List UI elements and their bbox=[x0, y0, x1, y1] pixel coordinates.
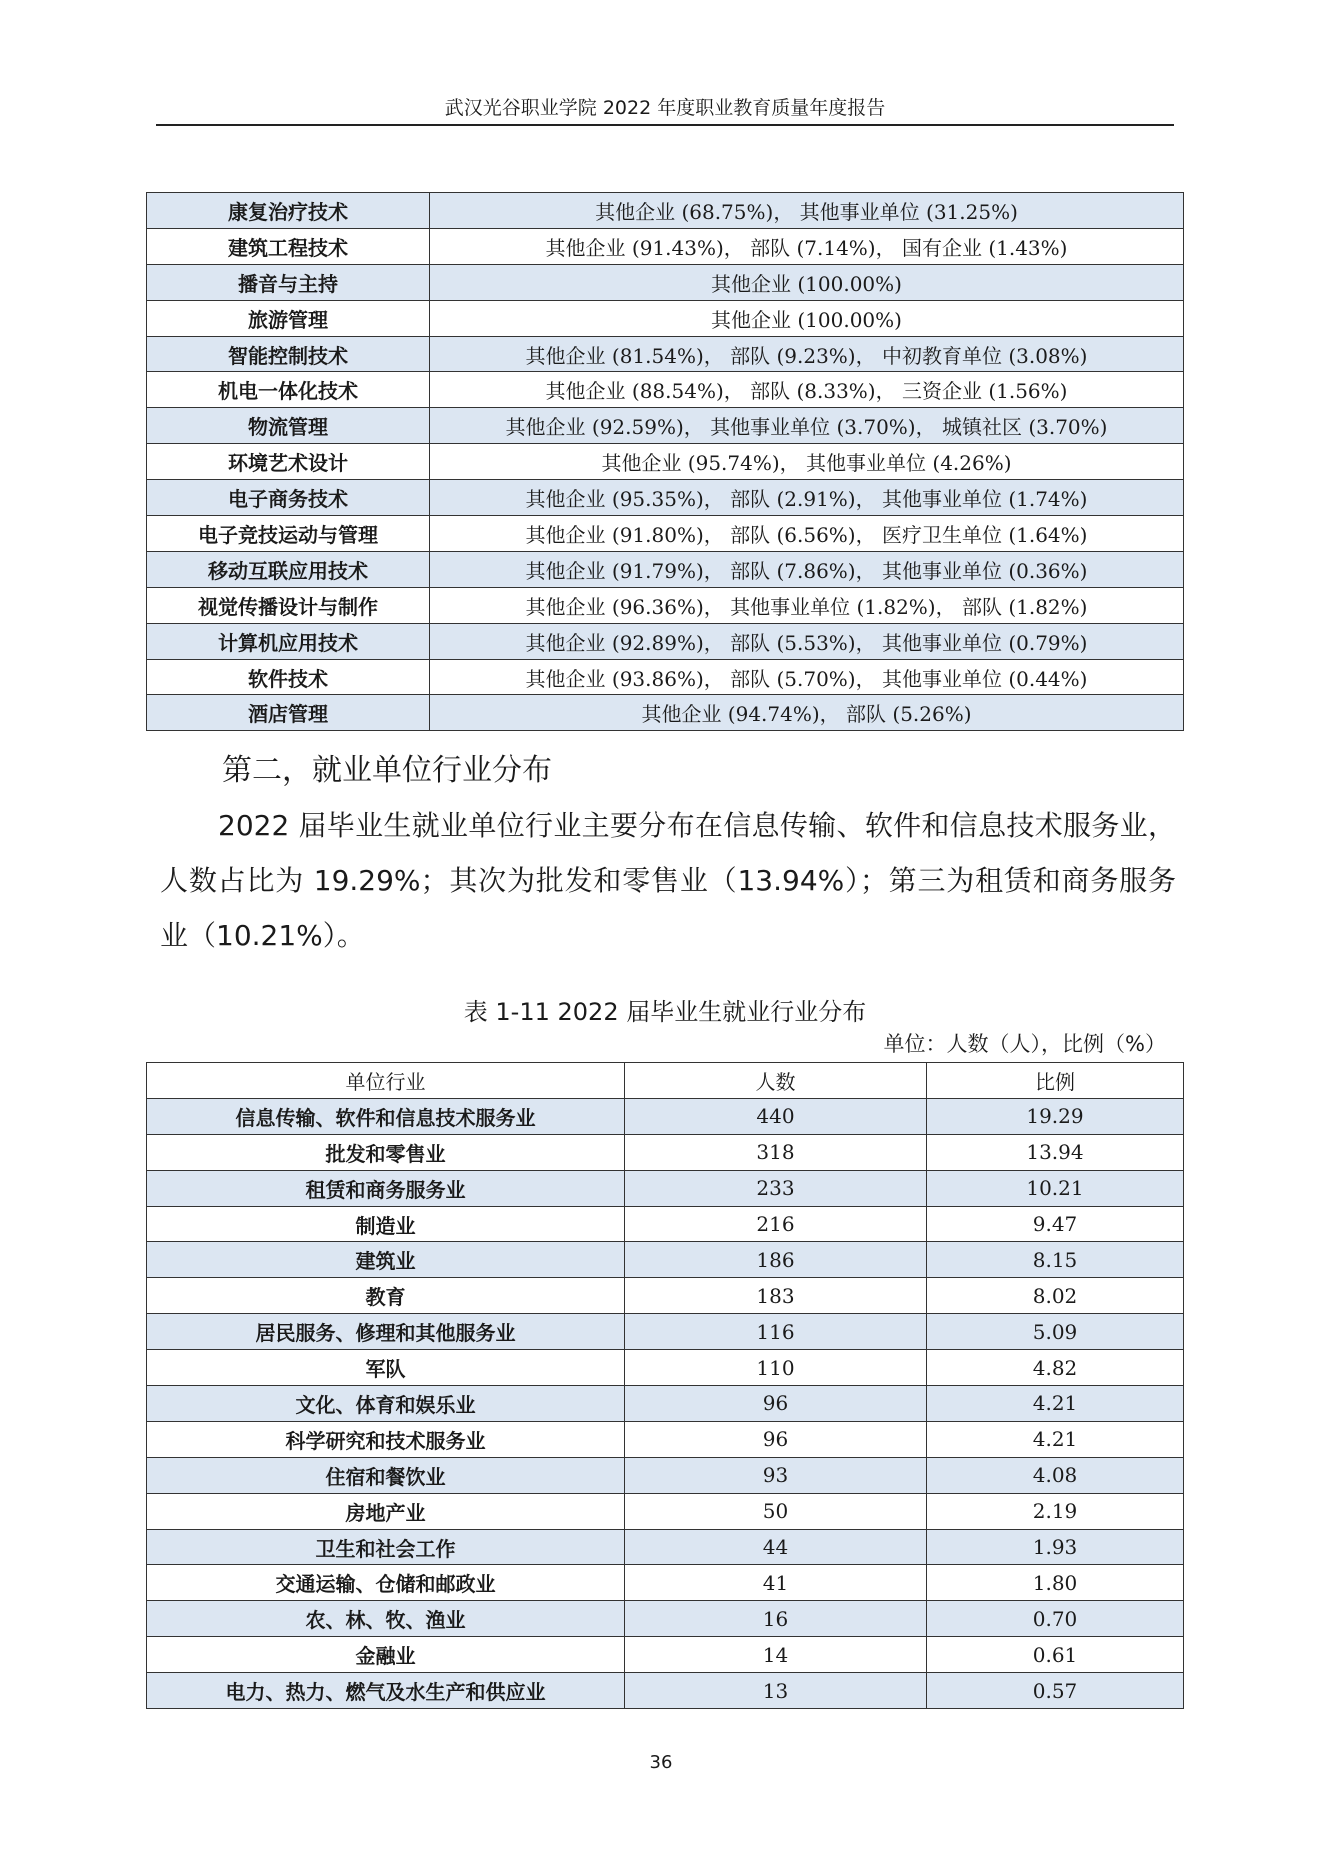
count-cell: 41 bbox=[625, 1565, 927, 1601]
table-row bbox=[147, 516, 1184, 552]
table-row bbox=[147, 264, 1184, 300]
ratio-cell: 0.70 bbox=[927, 1601, 1184, 1637]
destination-cell: 其他企业 (68.75%)， 其他事业单位 (31.25%) bbox=[430, 193, 1184, 229]
major-cell: 电子商务技术 bbox=[147, 480, 430, 516]
major-cell: 建筑工程技术 bbox=[147, 228, 430, 264]
header-divider bbox=[156, 124, 1174, 126]
major-cell: 物流管理 bbox=[147, 408, 430, 444]
destination-table bbox=[146, 192, 1184, 731]
table-row bbox=[147, 1386, 1184, 1422]
ratio-cell: 4.21 bbox=[927, 1386, 1184, 1422]
table-row bbox=[147, 480, 1184, 516]
page-number: 36 bbox=[649, 1752, 673, 1773]
destination-cell: 其他企业 (91.79%)， 部队 (7.86%)， 其他事业单位 (0.36%) bbox=[430, 551, 1184, 587]
table-row bbox=[147, 1098, 1184, 1134]
table-row bbox=[147, 1673, 1184, 1709]
ratio-cell: 9.47 bbox=[927, 1206, 1184, 1242]
table-caption: 表 1-11 2022 届毕业生就业行业分布 bbox=[463, 998, 867, 1026]
industry-cell: 信息传输、软件和信息技术服务业 bbox=[147, 1098, 625, 1134]
count-cell: 116 bbox=[625, 1314, 927, 1350]
industry-cell: 批发和零售业 bbox=[147, 1134, 625, 1170]
unit-note: 单位：人数（人），比例（%） bbox=[883, 1032, 1166, 1056]
count-cell: 50 bbox=[625, 1493, 927, 1529]
industry-cell: 租赁和商务服务业 bbox=[147, 1170, 625, 1206]
major-cell: 视觉传播设计与制作 bbox=[147, 587, 430, 623]
major-cell: 机电一体化技术 bbox=[147, 372, 430, 408]
ratio-cell: 10.21 bbox=[927, 1170, 1184, 1206]
ratio-cell: 13.94 bbox=[927, 1134, 1184, 1170]
paragraph-text: 2022 届毕业生就业单位行业主要分布在信息传输、软件和信息技术服务业，人数占比为 19.29%；其次为批发和零售业（13.94%）；第三为租赁和商务服务业（10.21%）。 bbox=[160, 809, 1176, 952]
count-cell: 96 bbox=[625, 1421, 927, 1457]
table-row bbox=[147, 551, 1184, 587]
count-cell: 93 bbox=[625, 1457, 927, 1493]
destination-cell: 其他企业 (91.80%)， 部队 (6.56%)， 医疗卫生单位 (1.64%) bbox=[430, 516, 1184, 552]
ratio-cell: 4.21 bbox=[927, 1421, 1184, 1457]
ratio-cell: 8.02 bbox=[927, 1278, 1184, 1314]
count-cell: 44 bbox=[625, 1529, 927, 1565]
industry-cell: 农、林、牧、渔业 bbox=[147, 1601, 625, 1637]
major-cell: 康复治疗技术 bbox=[147, 193, 430, 229]
industry-cell: 住宿和餐饮业 bbox=[147, 1457, 625, 1493]
count-cell: 233 bbox=[625, 1170, 927, 1206]
industry-cell: 科学研究和技术服务业 bbox=[147, 1421, 625, 1457]
major-cell: 播音与主持 bbox=[147, 264, 430, 300]
ratio-cell: 0.61 bbox=[927, 1637, 1184, 1673]
table-row bbox=[147, 1170, 1184, 1206]
destination-cell: 其他企业 (92.89%)， 部队 (5.53%)， 其他事业单位 (0.79%) bbox=[430, 623, 1184, 659]
table-row bbox=[147, 1421, 1184, 1457]
destination-cell: 其他企业 (100.00%) bbox=[430, 300, 1184, 336]
ratio-cell: 19.29 bbox=[927, 1098, 1184, 1134]
count-cell: 440 bbox=[625, 1098, 927, 1134]
table-row bbox=[147, 587, 1184, 623]
industry-cell: 建筑业 bbox=[147, 1242, 625, 1278]
industry-cell: 房地产业 bbox=[147, 1493, 625, 1529]
ratio-cell: 4.08 bbox=[927, 1457, 1184, 1493]
count-cell: 13 bbox=[625, 1673, 927, 1709]
table-row bbox=[147, 1278, 1184, 1314]
page-header: 武汉光谷职业学院 2022 年度职业教育质量年度报告 bbox=[444, 97, 886, 119]
industry-cell: 文化、体育和娱乐业 bbox=[147, 1386, 625, 1422]
count-cell: 183 bbox=[625, 1278, 927, 1314]
section-heading: 第二，就业单位行业分布 bbox=[222, 753, 552, 788]
destination-cell: 其他企业 (92.59%)， 其他事业单位 (3.70%)， 城镇社区 (3.70%) bbox=[430, 408, 1184, 444]
industry-cell: 制造业 bbox=[147, 1206, 625, 1242]
destination-cell: 其他企业 (95.74%)， 其他事业单位 (4.26%) bbox=[430, 444, 1184, 480]
table-row bbox=[147, 659, 1184, 695]
table-row bbox=[147, 1565, 1184, 1601]
industry-cell: 交通运输、仓储和邮政业 bbox=[147, 1565, 625, 1601]
destination-cell: 其他企业 (95.35%)， 部队 (2.91%)， 其他事业单位 (1.74%) bbox=[430, 480, 1184, 516]
table-row bbox=[147, 1242, 1184, 1278]
table-row bbox=[147, 336, 1184, 372]
major-cell: 计算机应用技术 bbox=[147, 623, 430, 659]
table-row bbox=[147, 372, 1184, 408]
count-cell: 96 bbox=[625, 1386, 927, 1422]
industry-cell: 居民服务、修理和其他服务业 bbox=[147, 1314, 625, 1350]
table-row bbox=[147, 695, 1184, 731]
table-row bbox=[147, 623, 1184, 659]
industry-cell: 军队 bbox=[147, 1350, 625, 1386]
industry-cell: 教育 bbox=[147, 1278, 625, 1314]
table-header-row bbox=[147, 1063, 1184, 1099]
ratio-cell: 8.15 bbox=[927, 1242, 1184, 1278]
destination-cell: 其他企业 (81.54%)， 部队 (9.23%)， 中初教育单位 (3.08%) bbox=[430, 336, 1184, 372]
ratio-cell: 1.93 bbox=[927, 1529, 1184, 1565]
destination-cell: 其他企业 (91.43%)， 部队 (7.14%)， 国有企业 (1.43%) bbox=[430, 228, 1184, 264]
column-header: 单位行业 bbox=[147, 1063, 625, 1099]
industry-cell: 卫生和社会工作 bbox=[147, 1529, 625, 1565]
count-cell: 16 bbox=[625, 1601, 927, 1637]
destination-cell: 其他企业 (100.00%) bbox=[430, 264, 1184, 300]
column-header: 人数 bbox=[625, 1063, 927, 1099]
ratio-cell: 2.19 bbox=[927, 1493, 1184, 1529]
major-cell: 环境艺术设计 bbox=[147, 444, 430, 480]
column-header: 比例 bbox=[927, 1063, 1184, 1099]
count-cell: 14 bbox=[625, 1637, 927, 1673]
table-row bbox=[147, 193, 1184, 229]
table-row bbox=[147, 228, 1184, 264]
table-row bbox=[147, 1206, 1184, 1242]
major-cell: 酒店管理 bbox=[147, 695, 430, 731]
count-cell: 186 bbox=[625, 1242, 927, 1278]
major-cell: 智能控制技术 bbox=[147, 336, 430, 372]
table-row bbox=[147, 1350, 1184, 1386]
count-cell: 318 bbox=[625, 1134, 927, 1170]
table-row bbox=[147, 300, 1184, 336]
ratio-cell: 1.80 bbox=[927, 1565, 1184, 1601]
major-cell: 旅游管理 bbox=[147, 300, 430, 336]
major-cell: 软件技术 bbox=[147, 659, 430, 695]
destination-cell: 其他企业 (93.86%)， 部队 (5.70%)， 其他事业单位 (0.44%) bbox=[430, 659, 1184, 695]
table-row bbox=[147, 1314, 1184, 1350]
industry-table bbox=[146, 1062, 1184, 1709]
table-row bbox=[147, 1637, 1184, 1673]
count-cell: 216 bbox=[625, 1206, 927, 1242]
destination-cell: 其他企业 (94.74%)， 部队 (5.26%) bbox=[430, 695, 1184, 731]
table-row bbox=[147, 1134, 1184, 1170]
table-row bbox=[147, 1493, 1184, 1529]
destination-cell: 其他企业 (96.36%)， 其他事业单位 (1.82%)， 部队 (1.82%) bbox=[430, 587, 1184, 623]
industry-cell: 金融业 bbox=[147, 1637, 625, 1673]
ratio-cell: 4.82 bbox=[927, 1350, 1184, 1386]
major-cell: 电子竞技运动与管理 bbox=[147, 516, 430, 552]
table-row bbox=[147, 1457, 1184, 1493]
table-row bbox=[147, 444, 1184, 480]
count-cell: 110 bbox=[625, 1350, 927, 1386]
table-row bbox=[147, 1601, 1184, 1637]
ratio-cell: 5.09 bbox=[927, 1314, 1184, 1350]
destination-cell: 其他企业 (88.54%)， 部队 (8.33%)， 三资企业 (1.56%) bbox=[430, 372, 1184, 408]
table-row bbox=[147, 1529, 1184, 1565]
table-row bbox=[147, 408, 1184, 444]
ratio-cell: 0.57 bbox=[927, 1673, 1184, 1709]
industry-cell: 电力、热力、燃气及水生产和供应业 bbox=[147, 1673, 625, 1709]
section-paragraph bbox=[160, 798, 1176, 963]
major-cell: 移动互联应用技术 bbox=[147, 551, 430, 587]
